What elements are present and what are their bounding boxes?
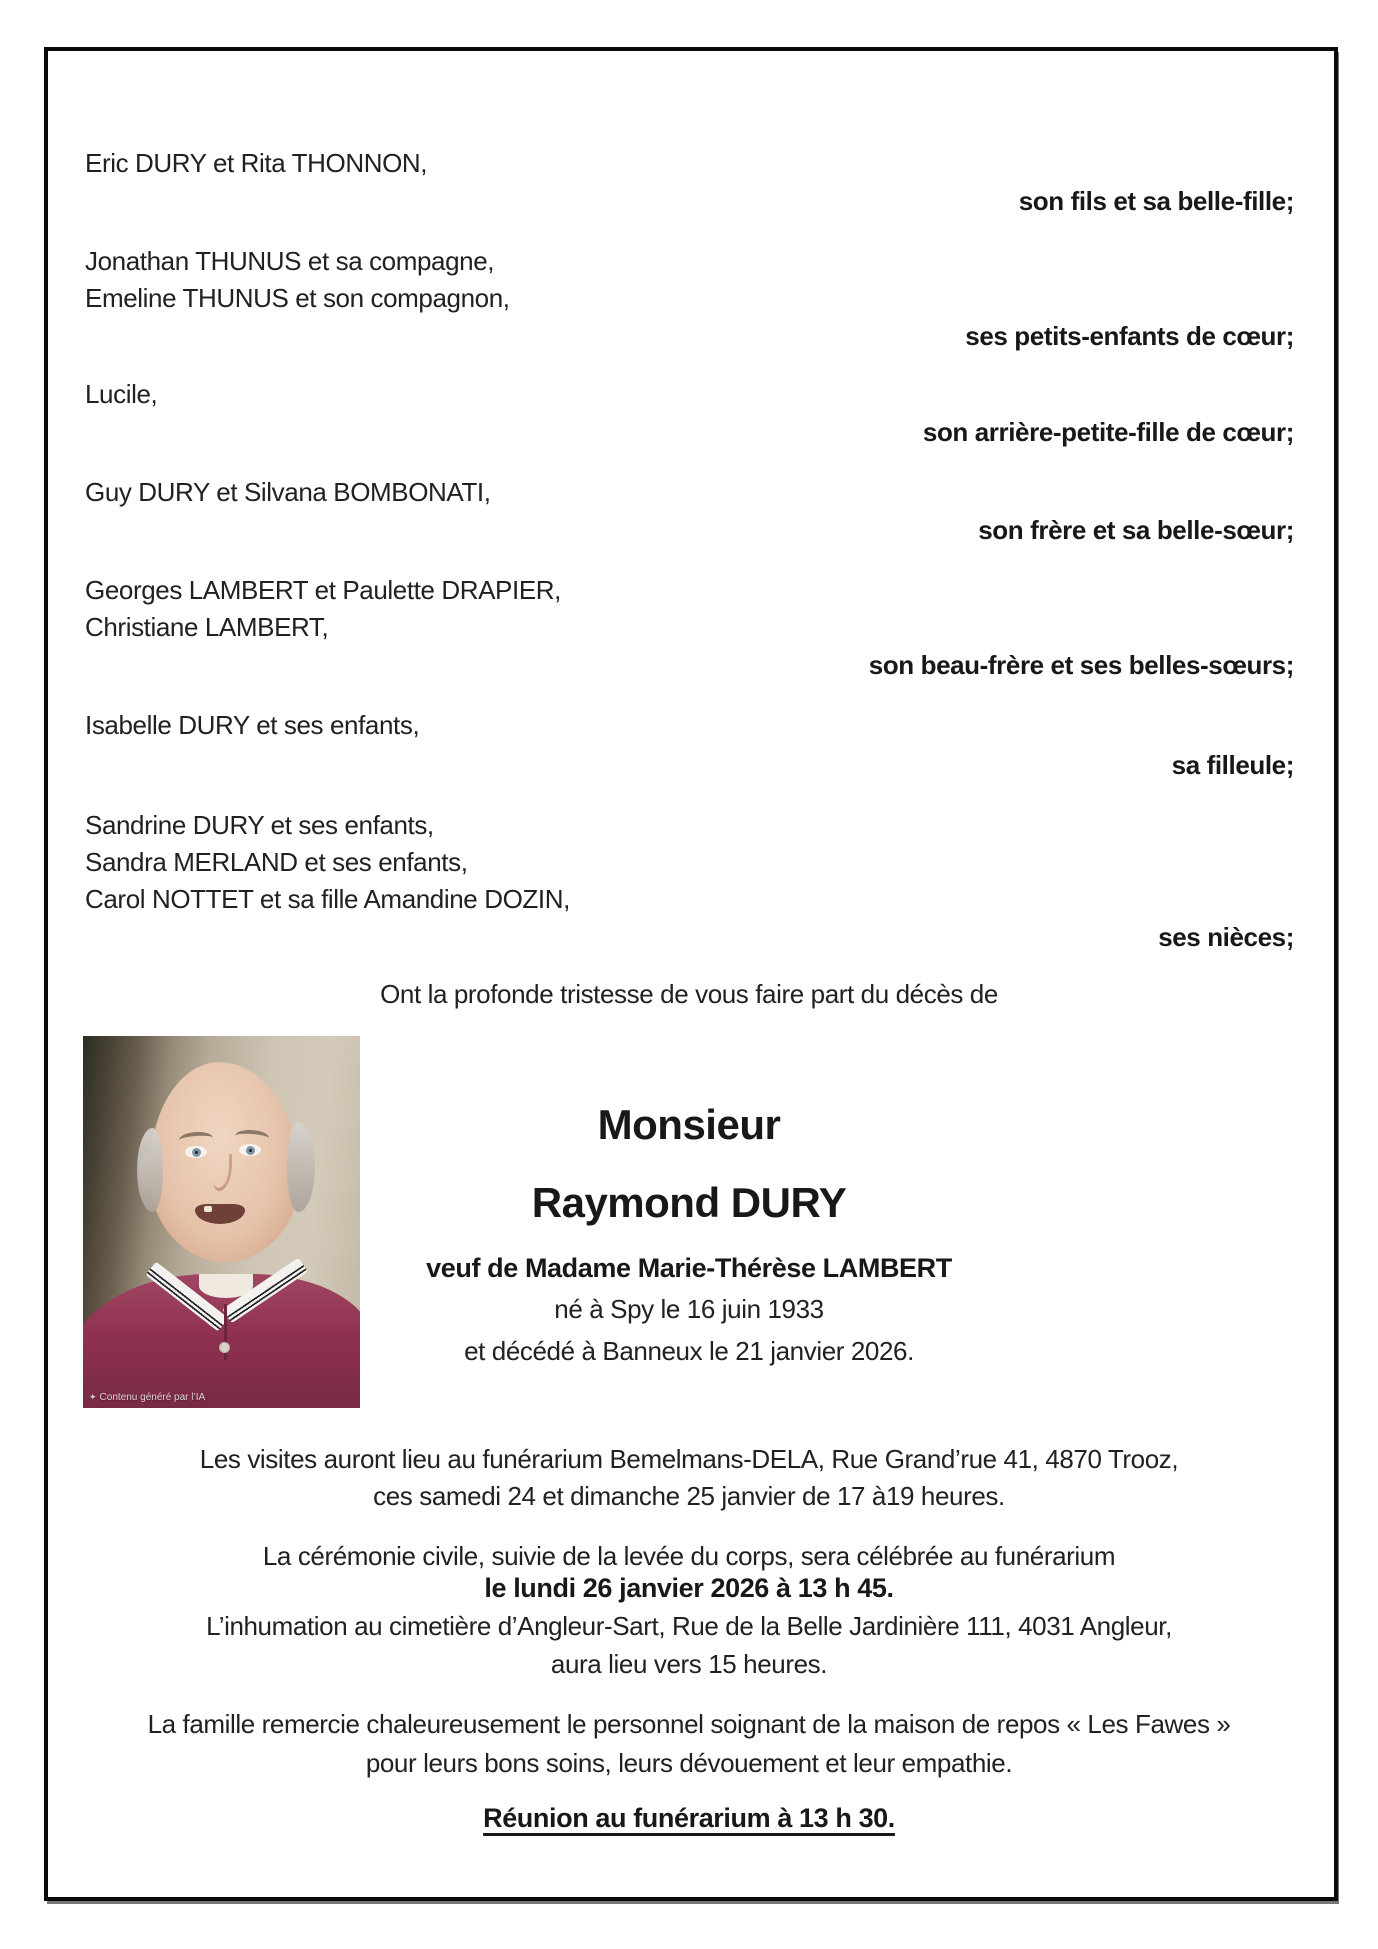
family-name-line: Sandrine DURY et ses enfants, — [85, 810, 434, 840]
family-name-line: Isabelle DURY et ses enfants, — [85, 710, 420, 740]
burial-line-1: L’inhumation au cimetière d’Angleur-Sart, Rue de la Belle Jardinière 111, 4031 Angleur, — [206, 1611, 1172, 1641]
relation-label: son frère et sa belle-sœur; — [978, 515, 1294, 545]
thanks-line-1: La famille remercie chaleureusement le personnel soignant de la maison de repos « Les Fawes » — [147, 1709, 1231, 1739]
relation-label: ses petits-enfants de cœur; — [965, 321, 1294, 351]
family-name-line: Sandra MERLAND et ses enfants, — [85, 847, 468, 877]
deceased-name: Raymond DURY — [531, 1179, 847, 1226]
ceremony-date-line: le lundi 26 janvier 2026 à 13 h 45. — [484, 1573, 894, 1603]
eye — [239, 1144, 261, 1156]
relation-label: son arrière-petite-fille de cœur; — [922, 417, 1294, 447]
announcement-intro: Ont la profonde tristesse de vous faire part du décès de — [380, 979, 998, 1009]
family-name-line: Christiane LAMBERT, — [85, 612, 329, 642]
widower-line: veuf de Madame Marie-Thérèse LAMBERT — [426, 1253, 952, 1283]
visits-line-2: ces samedi 24 et dimanche 25 janvier de 17 à19 heures. — [373, 1481, 1005, 1511]
visits-line-1: Les visites auront lieu au funérarium Bemelmans-DELA, Rue Grand’rue 41, 4870 Trooz, — [199, 1444, 1179, 1474]
meeting-line: Réunion au funérarium à 13 h 30. — [483, 1803, 895, 1833]
burial-line-2: aura lieu vers 15 heures. — [550, 1649, 828, 1679]
thanks-line-2: pour leurs bons soins, leurs dévouement et leur empathie. — [365, 1748, 1013, 1778]
family-name-line: Carol NOTTET et sa fille Amandine DOZIN, — [85, 884, 570, 914]
family-name-line: Georges LAMBERT et Paulette DRAPIER, — [85, 575, 561, 605]
family-name-line: Emeline THUNUS et son compagnon, — [85, 283, 510, 313]
relation-label: sa filleule; — [1171, 750, 1294, 780]
deceased-title: Monsieur — [597, 1101, 781, 1148]
relation-label: son fils et sa belle-fille; — [1018, 186, 1294, 216]
family-name-line: Lucile, — [85, 379, 158, 409]
hair — [137, 1128, 163, 1212]
birth-line: né à Spy le 16 juin 1933 — [554, 1294, 824, 1324]
shirt-button — [219, 1342, 230, 1353]
ai-sparkle-icon: ✦ — [89, 1392, 97, 1402]
ceremony-line-1: La cérémonie civile, suivie de la levée du corps, sera célébrée au funérarium — [262, 1541, 1116, 1571]
death-line: et décédé à Banneux le 21 janvier 2026. — [464, 1336, 914, 1366]
relation-label: son beau-frère et ses belles-sœurs; — [868, 650, 1294, 680]
family-name-line: Jonathan THUNUS et sa compagne, — [85, 246, 495, 276]
eye — [185, 1146, 207, 1158]
relation-label: ses nièces; — [1158, 922, 1294, 952]
family-name-line: Eric DURY et Rita THONNON, — [85, 148, 428, 178]
ai-watermark-label: Contenu généré par l’IA — [99, 1392, 206, 1403]
hair — [287, 1122, 315, 1212]
ai-watermark — [89, 1392, 205, 1403]
family-name-line: Guy DURY et Silvana BOMBONATI, — [85, 477, 491, 507]
portrait-photo — [83, 1036, 360, 1408]
